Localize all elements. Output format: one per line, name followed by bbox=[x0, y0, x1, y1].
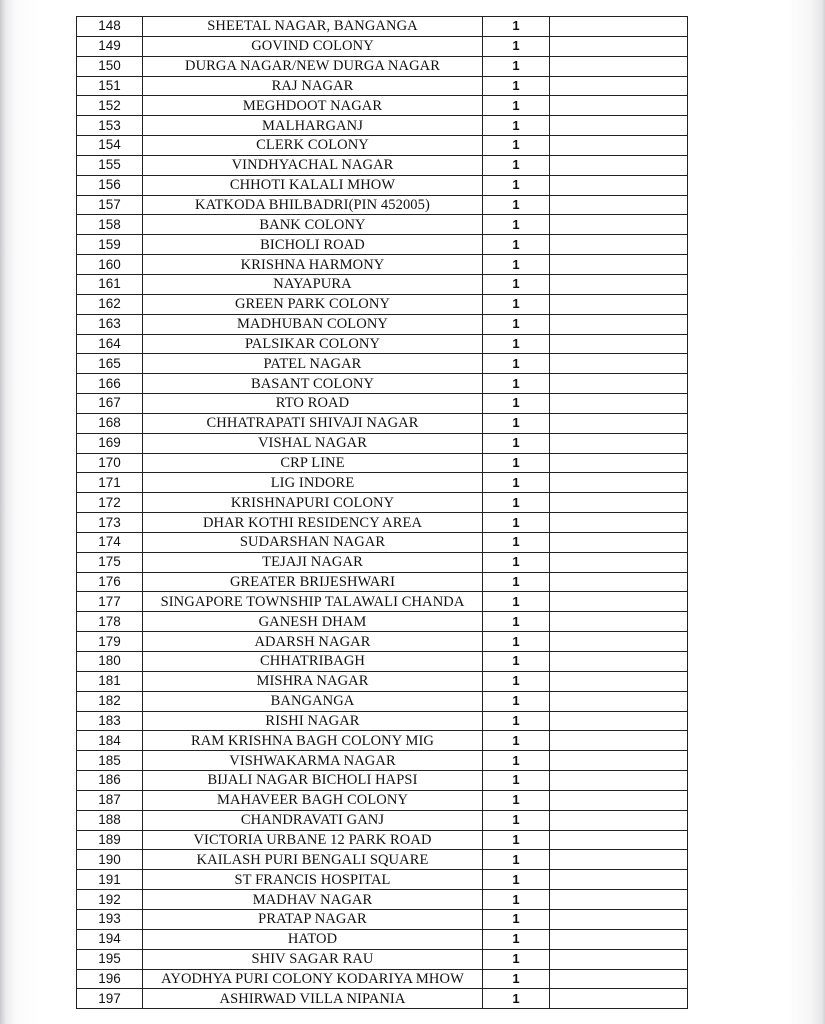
empty-cell bbox=[550, 76, 688, 96]
table-row bbox=[77, 751, 688, 771]
count-cell: 1 bbox=[483, 473, 550, 493]
count-cell: 1 bbox=[483, 790, 550, 810]
serial-number-cell: 148 bbox=[77, 17, 143, 37]
count-cell: 1 bbox=[483, 136, 550, 156]
count-cell: 1 bbox=[483, 671, 550, 691]
count-cell: 1 bbox=[483, 155, 550, 175]
empty-cell bbox=[550, 433, 688, 453]
serial-number-cell: 150 bbox=[77, 56, 143, 76]
empty-cell bbox=[550, 790, 688, 810]
table-row bbox=[77, 155, 688, 175]
count-cell: 1 bbox=[483, 513, 550, 533]
table-row bbox=[77, 354, 688, 374]
table-row bbox=[77, 790, 688, 810]
empty-cell bbox=[550, 989, 688, 1009]
empty-cell bbox=[550, 274, 688, 294]
empty-cell bbox=[550, 711, 688, 731]
count-cell: 1 bbox=[483, 532, 550, 552]
count-cell: 1 bbox=[483, 493, 550, 513]
location-cell: KATKODA BHILBADRI(PIN 452005) bbox=[143, 195, 483, 215]
empty-cell bbox=[550, 136, 688, 156]
location-cell: ASHIRWAD VILLA NIPANIA bbox=[143, 989, 483, 1009]
location-cell: MADHAV NAGAR bbox=[143, 890, 483, 910]
empty-cell bbox=[550, 929, 688, 949]
empty-cell bbox=[550, 632, 688, 652]
empty-cell bbox=[550, 652, 688, 672]
table-row bbox=[77, 453, 688, 473]
table-row bbox=[77, 691, 688, 711]
location-cell: BICHOLI ROAD bbox=[143, 235, 483, 255]
empty-cell bbox=[550, 532, 688, 552]
table-row bbox=[77, 274, 688, 294]
serial-number-cell: 164 bbox=[77, 334, 143, 354]
serial-number-cell: 159 bbox=[77, 235, 143, 255]
empty-cell bbox=[550, 592, 688, 612]
location-cell: AYODHYA PURI COLONY KODARIYA MHOW bbox=[143, 969, 483, 989]
serial-number-cell: 166 bbox=[77, 374, 143, 394]
count-cell: 1 bbox=[483, 116, 550, 136]
location-cell: VISHWAKARMA NAGAR bbox=[143, 751, 483, 771]
location-cell: MADHUBAN COLONY bbox=[143, 314, 483, 334]
serial-number-cell: 162 bbox=[77, 294, 143, 314]
count-cell: 1 bbox=[483, 731, 550, 751]
empty-cell bbox=[550, 870, 688, 890]
table-row bbox=[77, 294, 688, 314]
count-cell: 1 bbox=[483, 612, 550, 632]
empty-cell bbox=[550, 572, 688, 592]
count-cell: 1 bbox=[483, 909, 550, 929]
serial-number-cell: 165 bbox=[77, 354, 143, 374]
count-cell: 1 bbox=[483, 274, 550, 294]
location-cell: SHIV SAGAR RAU bbox=[143, 949, 483, 969]
serial-number-cell: 187 bbox=[77, 790, 143, 810]
count-cell: 1 bbox=[483, 870, 550, 890]
serial-number-cell: 174 bbox=[77, 532, 143, 552]
serial-number-cell: 161 bbox=[77, 274, 143, 294]
serial-number-cell: 183 bbox=[77, 711, 143, 731]
empty-cell bbox=[550, 116, 688, 136]
table-row bbox=[77, 195, 688, 215]
empty-cell bbox=[550, 691, 688, 711]
table-row bbox=[77, 433, 688, 453]
serial-number-cell: 160 bbox=[77, 255, 143, 275]
serial-number-cell: 186 bbox=[77, 771, 143, 791]
location-cell: GREEN PARK COLONY bbox=[143, 294, 483, 314]
empty-cell bbox=[550, 969, 688, 989]
location-cell: PALSIKAR COLONY bbox=[143, 334, 483, 354]
count-cell: 1 bbox=[483, 989, 550, 1009]
serial-number-cell: 185 bbox=[77, 751, 143, 771]
table-row bbox=[77, 572, 688, 592]
location-cell: GANESH DHAM bbox=[143, 612, 483, 632]
table-row bbox=[77, 215, 688, 235]
table-row bbox=[77, 969, 688, 989]
location-cell: RISHI NAGAR bbox=[143, 711, 483, 731]
serial-number-cell: 189 bbox=[77, 830, 143, 850]
empty-cell bbox=[550, 850, 688, 870]
locations-table bbox=[76, 16, 688, 1009]
empty-cell bbox=[550, 909, 688, 929]
count-cell: 1 bbox=[483, 76, 550, 96]
table-row bbox=[77, 76, 688, 96]
serial-number-cell: 184 bbox=[77, 731, 143, 751]
location-cell: RAM KRISHNA BAGH COLONY MIG bbox=[143, 731, 483, 751]
count-cell: 1 bbox=[483, 751, 550, 771]
count-cell: 1 bbox=[483, 890, 550, 910]
empty-cell bbox=[550, 56, 688, 76]
count-cell: 1 bbox=[483, 175, 550, 195]
empty-cell bbox=[550, 810, 688, 830]
serial-number-cell: 176 bbox=[77, 572, 143, 592]
serial-number-cell: 192 bbox=[77, 890, 143, 910]
table-row bbox=[77, 175, 688, 195]
count-cell: 1 bbox=[483, 96, 550, 116]
count-cell: 1 bbox=[483, 56, 550, 76]
count-cell: 1 bbox=[483, 294, 550, 314]
count-cell: 1 bbox=[483, 354, 550, 374]
table-row bbox=[77, 235, 688, 255]
serial-number-cell: 169 bbox=[77, 433, 143, 453]
table-row bbox=[77, 890, 688, 910]
location-cell: RTO ROAD bbox=[143, 394, 483, 414]
table-row bbox=[77, 473, 688, 493]
count-cell: 1 bbox=[483, 572, 550, 592]
location-cell: KRISHNA HARMONY bbox=[143, 255, 483, 275]
count-cell: 1 bbox=[483, 195, 550, 215]
serial-number-cell: 163 bbox=[77, 314, 143, 334]
location-cell: CHANDRAVATI GANJ bbox=[143, 810, 483, 830]
serial-number-cell: 197 bbox=[77, 989, 143, 1009]
serial-number-cell: 195 bbox=[77, 949, 143, 969]
table-row bbox=[77, 612, 688, 632]
count-cell: 1 bbox=[483, 771, 550, 791]
serial-number-cell: 181 bbox=[77, 671, 143, 691]
count-cell: 1 bbox=[483, 255, 550, 275]
empty-cell bbox=[550, 453, 688, 473]
serial-number-cell: 173 bbox=[77, 513, 143, 533]
table-row bbox=[77, 136, 688, 156]
location-cell: GREATER BRIJESHWARI bbox=[143, 572, 483, 592]
table-row bbox=[77, 850, 688, 870]
serial-number-cell: 179 bbox=[77, 632, 143, 652]
location-cell: BIJALI NAGAR BICHOLI HAPSI bbox=[143, 771, 483, 791]
table-row bbox=[77, 870, 688, 890]
count-cell: 1 bbox=[483, 552, 550, 572]
location-cell: MAHAVEER BAGH COLONY bbox=[143, 790, 483, 810]
location-cell: CHHATRIBAGH bbox=[143, 652, 483, 672]
serial-number-cell: 149 bbox=[77, 36, 143, 56]
empty-cell bbox=[550, 830, 688, 850]
location-cell: BANGANGA bbox=[143, 691, 483, 711]
serial-number-cell: 178 bbox=[77, 612, 143, 632]
table-row bbox=[77, 711, 688, 731]
count-cell: 1 bbox=[483, 36, 550, 56]
empty-cell bbox=[550, 155, 688, 175]
table-row bbox=[77, 671, 688, 691]
empty-cell bbox=[550, 394, 688, 414]
serial-number-cell: 157 bbox=[77, 195, 143, 215]
empty-cell bbox=[550, 612, 688, 632]
location-cell: VINDHYACHAL NAGAR bbox=[143, 155, 483, 175]
empty-cell bbox=[550, 671, 688, 691]
serial-number-cell: 172 bbox=[77, 493, 143, 513]
empty-cell bbox=[550, 235, 688, 255]
location-cell: SUDARSHAN NAGAR bbox=[143, 532, 483, 552]
count-cell: 1 bbox=[483, 850, 550, 870]
count-cell: 1 bbox=[483, 830, 550, 850]
table-row bbox=[77, 830, 688, 850]
table-row bbox=[77, 532, 688, 552]
location-cell: CRP LINE bbox=[143, 453, 483, 473]
count-cell: 1 bbox=[483, 592, 550, 612]
empty-cell bbox=[550, 374, 688, 394]
count-cell: 1 bbox=[483, 632, 550, 652]
empty-cell bbox=[550, 751, 688, 771]
count-cell: 1 bbox=[483, 949, 550, 969]
empty-cell bbox=[550, 513, 688, 533]
table-row bbox=[77, 949, 688, 969]
count-cell: 1 bbox=[483, 394, 550, 414]
table-row bbox=[77, 771, 688, 791]
location-cell: VISHAL NAGAR bbox=[143, 433, 483, 453]
empty-cell bbox=[550, 294, 688, 314]
empty-cell bbox=[550, 473, 688, 493]
count-cell: 1 bbox=[483, 235, 550, 255]
location-cell: SHEETAL NAGAR, BANGANGA bbox=[143, 17, 483, 37]
empty-cell bbox=[550, 195, 688, 215]
location-cell: PRATAP NAGAR bbox=[143, 909, 483, 929]
location-cell: DURGA NAGAR/NEW DURGA NAGAR bbox=[143, 56, 483, 76]
table-row bbox=[77, 56, 688, 76]
count-cell: 1 bbox=[483, 711, 550, 731]
table-row bbox=[77, 592, 688, 612]
location-cell: BASANT COLONY bbox=[143, 374, 483, 394]
serial-number-cell: 168 bbox=[77, 413, 143, 433]
count-cell: 1 bbox=[483, 691, 550, 711]
empty-cell bbox=[550, 413, 688, 433]
location-cell: PATEL NAGAR bbox=[143, 354, 483, 374]
empty-cell bbox=[550, 890, 688, 910]
table-row bbox=[77, 652, 688, 672]
location-cell: MEGHDOOT NAGAR bbox=[143, 96, 483, 116]
empty-cell bbox=[550, 949, 688, 969]
location-cell: VICTORIA URBANE 12 PARK ROAD bbox=[143, 830, 483, 850]
empty-cell bbox=[550, 17, 688, 37]
table-row bbox=[77, 116, 688, 136]
empty-cell bbox=[550, 552, 688, 572]
locations-table-body bbox=[77, 17, 688, 1009]
location-cell: CLERK COLONY bbox=[143, 136, 483, 156]
location-cell: ADARSH NAGAR bbox=[143, 632, 483, 652]
table-row bbox=[77, 17, 688, 37]
location-cell: RAJ NAGAR bbox=[143, 76, 483, 96]
empty-cell bbox=[550, 96, 688, 116]
table-row bbox=[77, 552, 688, 572]
table-row bbox=[77, 731, 688, 751]
table-row bbox=[77, 909, 688, 929]
location-cell: SINGAPORE TOWNSHIP TALAWALI CHANDA bbox=[143, 592, 483, 612]
serial-number-cell: 177 bbox=[77, 592, 143, 612]
serial-number-cell: 153 bbox=[77, 116, 143, 136]
table-row bbox=[77, 394, 688, 414]
table-row bbox=[77, 255, 688, 275]
location-cell: NAYAPURA bbox=[143, 274, 483, 294]
location-cell: BANK COLONY bbox=[143, 215, 483, 235]
count-cell: 1 bbox=[483, 334, 550, 354]
table-row bbox=[77, 989, 688, 1009]
empty-cell bbox=[550, 771, 688, 791]
empty-cell bbox=[550, 731, 688, 751]
empty-cell bbox=[550, 354, 688, 374]
count-cell: 1 bbox=[483, 314, 550, 334]
table-row bbox=[77, 929, 688, 949]
count-cell: 1 bbox=[483, 652, 550, 672]
table-row bbox=[77, 493, 688, 513]
table-row bbox=[77, 96, 688, 116]
serial-number-cell: 191 bbox=[77, 870, 143, 890]
count-cell: 1 bbox=[483, 810, 550, 830]
empty-cell bbox=[550, 175, 688, 195]
serial-number-cell: 152 bbox=[77, 96, 143, 116]
count-cell: 1 bbox=[483, 929, 550, 949]
empty-cell bbox=[550, 314, 688, 334]
empty-cell bbox=[550, 334, 688, 354]
count-cell: 1 bbox=[483, 374, 550, 394]
serial-number-cell: 193 bbox=[77, 909, 143, 929]
count-cell: 1 bbox=[483, 453, 550, 473]
serial-number-cell: 151 bbox=[77, 76, 143, 96]
empty-cell bbox=[550, 493, 688, 513]
location-cell: LIG INDORE bbox=[143, 473, 483, 493]
serial-number-cell: 188 bbox=[77, 810, 143, 830]
serial-number-cell: 175 bbox=[77, 552, 143, 572]
serial-number-cell: 156 bbox=[77, 175, 143, 195]
serial-number-cell: 182 bbox=[77, 691, 143, 711]
count-cell: 1 bbox=[483, 17, 550, 37]
serial-number-cell: 180 bbox=[77, 652, 143, 672]
location-cell: KRISHNAPURI COLONY bbox=[143, 493, 483, 513]
location-cell: MALHARGANJ bbox=[143, 116, 483, 136]
table-row bbox=[77, 36, 688, 56]
empty-cell bbox=[550, 255, 688, 275]
serial-number-cell: 190 bbox=[77, 850, 143, 870]
serial-number-cell: 170 bbox=[77, 453, 143, 473]
table-row bbox=[77, 810, 688, 830]
location-cell: DHAR KOTHI RESIDENCY AREA bbox=[143, 513, 483, 533]
location-cell: TEJAJI NAGAR bbox=[143, 552, 483, 572]
count-cell: 1 bbox=[483, 433, 550, 453]
count-cell: 1 bbox=[483, 969, 550, 989]
location-cell: MISHRA NAGAR bbox=[143, 671, 483, 691]
serial-number-cell: 155 bbox=[77, 155, 143, 175]
serial-number-cell: 158 bbox=[77, 215, 143, 235]
count-cell: 1 bbox=[483, 215, 550, 235]
serial-number-cell: 154 bbox=[77, 136, 143, 156]
location-cell: CHHATRAPATI SHIVAJI NAGAR bbox=[143, 413, 483, 433]
serial-number-cell: 167 bbox=[77, 394, 143, 414]
serial-number-cell: 171 bbox=[77, 473, 143, 493]
table-row bbox=[77, 632, 688, 652]
table-row bbox=[77, 513, 688, 533]
table-row bbox=[77, 374, 688, 394]
empty-cell bbox=[550, 215, 688, 235]
location-cell: HATOD bbox=[143, 929, 483, 949]
location-cell: CHHOTI KALALI MHOW bbox=[143, 175, 483, 195]
table-row bbox=[77, 413, 688, 433]
empty-cell bbox=[550, 36, 688, 56]
table-row bbox=[77, 334, 688, 354]
serial-number-cell: 196 bbox=[77, 969, 143, 989]
count-cell: 1 bbox=[483, 413, 550, 433]
location-cell: GOVIND COLONY bbox=[143, 36, 483, 56]
location-cell: KAILASH PURI BENGALI SQUARE bbox=[143, 850, 483, 870]
location-cell: ST FRANCIS HOSPITAL bbox=[143, 870, 483, 890]
serial-number-cell: 194 bbox=[77, 929, 143, 949]
table-row bbox=[77, 314, 688, 334]
